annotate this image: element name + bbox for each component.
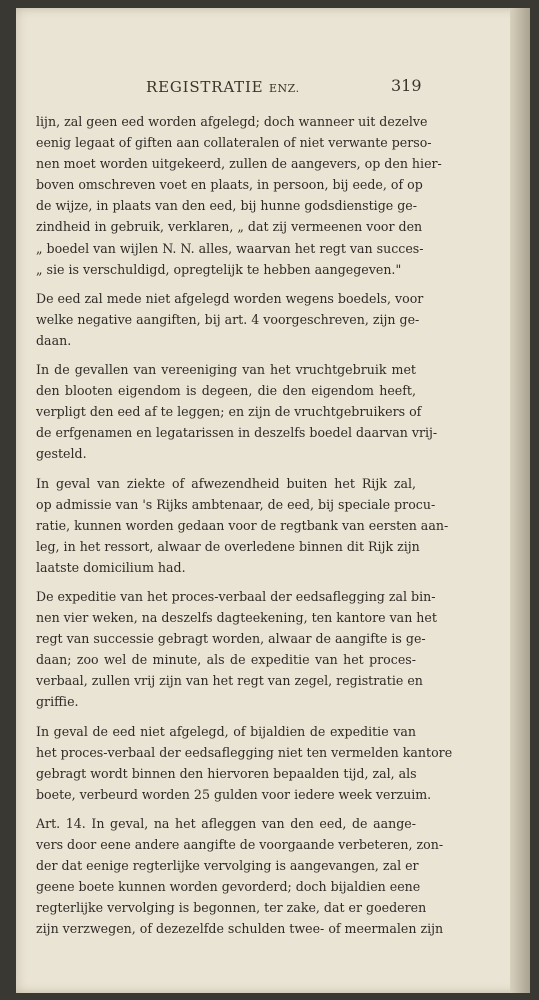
text-line: De eed zal mede niet afgelegd worden wegens boedels, voor <box>36 290 424 306</box>
text-line: lijn, zal geen eed worden afgelegd; doch wanneer uit dezelve <box>36 114 428 129</box>
text-line: nen vier weken, na deszelfs dagteekening, ten kantore van het <box>36 610 437 626</box>
text-line: In geval van ziekte of afwezendheid buiten het Rijk zal, <box>36 475 416 491</box>
body-text <box>36 111 453 939</box>
text-line: In de gevallen van vereeniging van het vruchtgebruik met <box>36 362 416 378</box>
running-title-main: REGISTRATIE <box>146 78 264 96</box>
paragraph <box>36 288 424 351</box>
running-title-suffix: ENZ. <box>269 82 300 95</box>
text-line: ratie, kunnen worden gedaan voor de regtbank van eersten aan- <box>36 517 449 533</box>
text-line: De expeditie van het proces-verbaal der eedsaflegging zal bin- <box>36 588 436 604</box>
text-line: vers door eene andere aangifte de voorgaande verbeteren, zon- <box>36 837 444 852</box>
text-line: verpligt den eed af te leggen; en zijn de vruchtgebruikers of <box>36 404 422 420</box>
text-line: griffie. <box>36 694 79 710</box>
text-line: gebragt wordt binnen den hiervoren bepaalden tijd, zal, als <box>36 765 417 781</box>
text-line: leg, in het ressort, alwaar de overledene binnen dit Rijk zijn <box>36 538 420 554</box>
text-line: de wijze, in plaats van den eed, bij hunne godsdienstige ge- <box>36 198 417 214</box>
text-line: de erfgenamen en legatarissen in deszelfs boedel daarvan vrij- <box>36 425 438 441</box>
paragraph <box>36 111 442 280</box>
text-line: boven omschreven voet en plaats, in persoon, bij eede, of op <box>36 177 423 193</box>
text-line: den blooten eigendom is degeen, die den eigendom heeft, <box>36 383 416 399</box>
text-line: daan. <box>36 332 72 348</box>
text-line: verbaal, zullen vrij zijn van het regt van zegel, registratie en <box>36 673 423 689</box>
paragraph <box>36 721 453 805</box>
page-edge <box>510 8 530 993</box>
text-line: zindheid in gebruik, verklaren, „ dat zij vermeenen voor den <box>36 219 423 235</box>
text-line: laatste domicilium had. <box>36 559 186 575</box>
text-line: welke negative aangiften, bij art. 4 voorgeschreven, zijn ge- <box>36 311 420 327</box>
paragraph <box>36 813 444 940</box>
text-line: Art. 14. In geval, na het afleggen van den eed, de aange- <box>36 815 416 831</box>
text-line: regt van successie gebragt worden, alwaar de aangifte is ge- <box>36 631 426 647</box>
text-line: „ boedel van wijlen N. N. alles, waarvan het regt van succes- <box>36 240 424 256</box>
running-title <box>146 78 300 96</box>
text-line: geene boete kunnen worden gevorderd; doch bijaldien eene <box>36 879 421 895</box>
text-line: zijn verzwegen, of dezezelfde schulden twee- of meermalen zijn <box>36 921 444 937</box>
text-line: der dat eenige regterlijke vervolging is aangevangen, zal er <box>36 858 419 874</box>
text-line: daan; zoo wel de minute, als de expeditie van het proces- <box>36 652 416 668</box>
text-line: „ sie is verschuldigd, opregtelijk te hebben aangegeven." <box>36 261 402 277</box>
running-header <box>0 74 539 104</box>
text-line: In geval de eed niet afgelegd, of bijaldien de expeditie van <box>36 723 416 739</box>
text-line: gesteld. <box>36 446 87 462</box>
text-line: boete, verbeurd worden 25 gulden voor iedere week verzuim. <box>36 786 432 802</box>
paragraph <box>36 473 449 578</box>
text-line: nen moet worden uitgekeerd, zullen de aangevers, op den hier- <box>36 156 442 172</box>
text-line: op admissie van 's Rijks ambtenaar, de eed, bij speciale procu- <box>36 496 436 512</box>
text-line: regterlijke vervolging is begonnen, ter zake, dat er goederen <box>36 900 427 916</box>
text-line: eenig legaat of giften aan collateralen of niet verwante perso- <box>36 135 432 151</box>
text-line: het proces-verbaal der eedsaflegging niet ten vermelden kantore <box>36 744 453 760</box>
page-number: 319 <box>391 76 422 95</box>
paragraph <box>36 359 438 464</box>
paragraph <box>36 586 437 713</box>
